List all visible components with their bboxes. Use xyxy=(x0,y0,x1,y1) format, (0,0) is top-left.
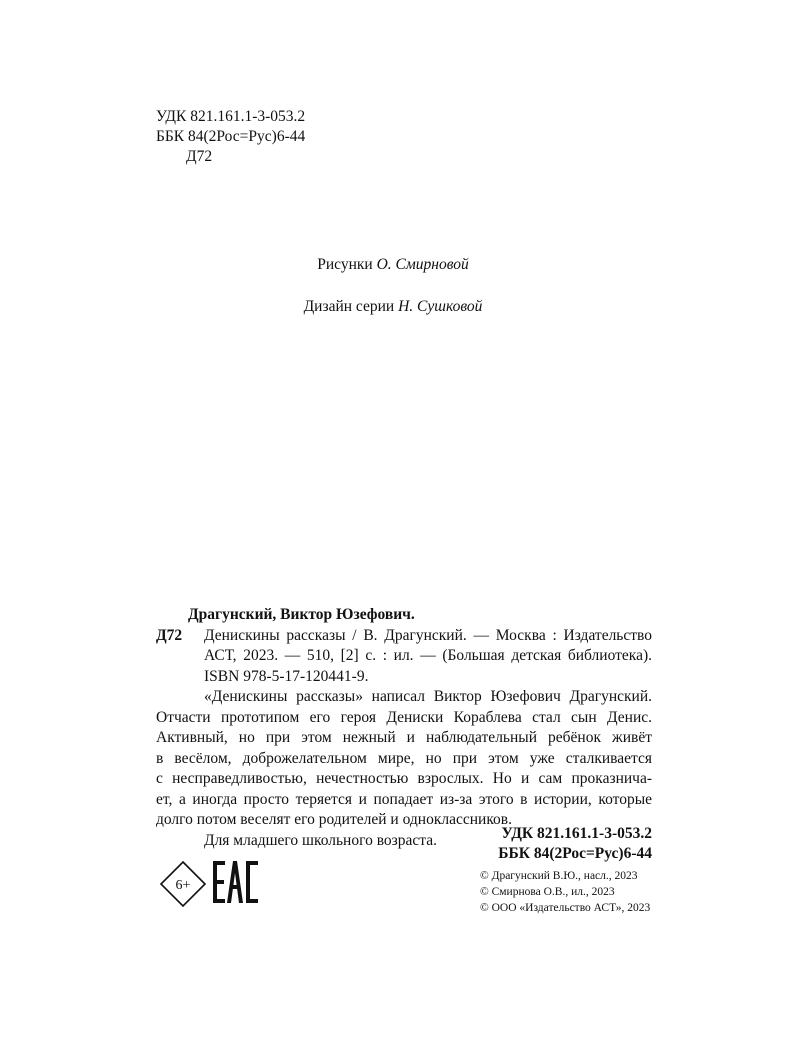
bbk-code: ББК 84(2Рос=Рус)6-44 xyxy=(156,128,306,145)
catalog-isbn: ISBN 978-5-17-120441-9. xyxy=(204,667,369,685)
age-rating-text: 6+ xyxy=(175,878,191,893)
annotation-line: «Денискины рассказы» написал Виктор Юзефович Драгунский. xyxy=(204,688,652,705)
bottom-classification-codes xyxy=(498,824,652,864)
udk-code: УДК 821.161.1-3-053.2 xyxy=(501,825,652,842)
catalog-record xyxy=(156,605,652,851)
catalog-publication-line: АСТ, 2023. — 510, [2] с. : ил. — (Большая детская библиотека). xyxy=(204,647,652,664)
annotation-line: ет, а иногда просто теряется и попадает из-за этого в истории, которые xyxy=(156,790,652,808)
age-rating-badge xyxy=(159,860,207,908)
eac-mark xyxy=(213,859,259,905)
annotation-line: долго потом веселят его родителей и одноклассников. xyxy=(156,811,513,828)
designer-name: Н. Сушковой xyxy=(398,298,483,315)
copyright-line: © Драгунский В.Ю., насл., 2023 xyxy=(480,870,638,882)
illustrations-label: Рисунки xyxy=(317,256,373,273)
catalog-author: Драгунский, Виктор Юзефович. xyxy=(188,606,415,623)
age-note: Для младшего школьного возраста. xyxy=(204,831,438,849)
design-label: Дизайн серии xyxy=(303,298,395,315)
annotation-line: с несправедливостью, нечестностью взрослых. Но и сам проказнича- xyxy=(156,770,652,787)
copyright-line: © Смирнова О.В., ил., 2023 xyxy=(480,886,615,898)
bbk-code: ББК 84(2Рос=Рус)6-44 xyxy=(498,845,652,862)
annotation-line: Отчасти прототипом его героя Дениски Кораблева стал сын Денис. xyxy=(156,708,652,726)
top-classification-codes xyxy=(156,107,305,167)
catalog-code: Д72 xyxy=(156,626,183,644)
copyright-line: © ООО «Издательство АСТ», 2023 xyxy=(480,902,651,914)
copyright-block xyxy=(480,868,650,916)
illustrations-credit xyxy=(0,256,786,274)
annotation-line: Активный, но при этом нежный и наблюдательный ребёнок живёт xyxy=(156,729,652,746)
design-credit xyxy=(0,298,786,316)
udk-code: УДК 821.161.1-3-053.2 xyxy=(156,108,306,125)
annotation-line: в весёлом, доброжелательном мире, но при этом уже сталкивается xyxy=(156,749,652,767)
author-mark: Д72 xyxy=(186,148,213,165)
illustrator-name: О. Смирновой xyxy=(376,256,469,273)
catalog-title-line: Денискины рассказы / В. Драгунский. — Москва : Издательство xyxy=(204,626,652,644)
